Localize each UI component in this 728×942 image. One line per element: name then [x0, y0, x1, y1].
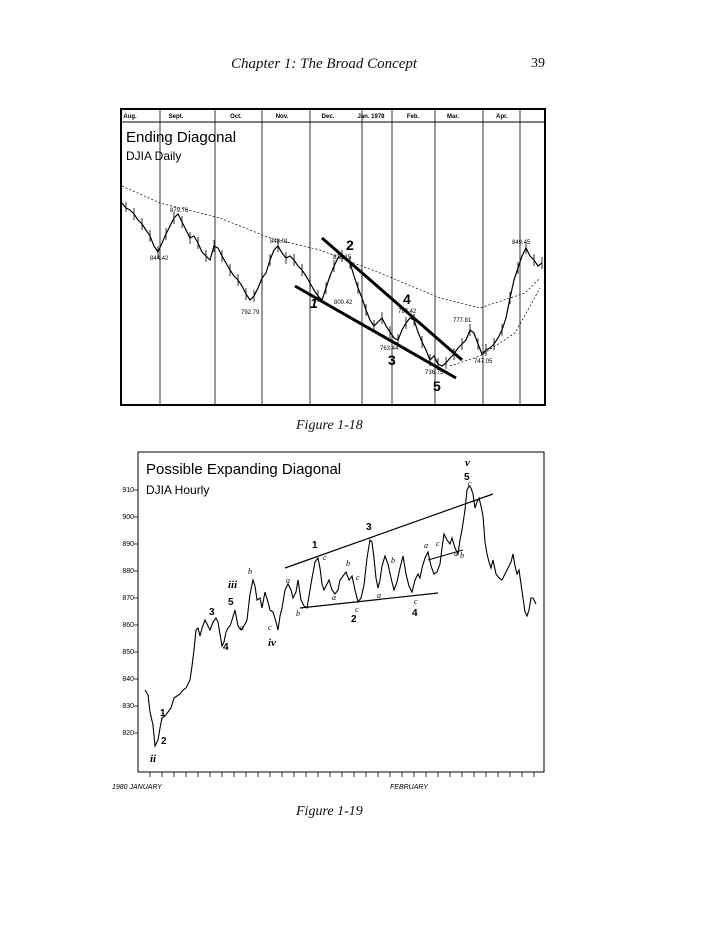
wave-label: 5	[433, 378, 441, 394]
wave-label: 2	[346, 237, 354, 253]
wave-label-a: a	[332, 593, 336, 602]
price-label: 800.42	[334, 300, 353, 306]
wave-label-iv: iv	[268, 637, 276, 649]
running-head	[0, 56, 728, 76]
x-axis-label: FEBRUARY	[390, 784, 428, 791]
wave-label-c: c	[356, 573, 360, 582]
month-label: Apr.	[496, 114, 508, 120]
wave-label-c: c	[414, 597, 418, 606]
wave-label-b: b	[346, 559, 350, 568]
wave-label-a: a	[454, 549, 458, 558]
wave-label: 3	[388, 352, 396, 368]
price-label: 848.01	[270, 239, 289, 245]
price-label: 777.81	[453, 318, 472, 324]
month-label: Oct.	[230, 114, 242, 120]
chart-subtitle: DJIA Daily	[126, 149, 182, 163]
chart-title: Possible Expanding Diagonal	[146, 461, 342, 478]
price-label: 763.44	[380, 346, 399, 352]
expanding-diagonal-chart	[110, 450, 550, 795]
wave-label-2: 2	[351, 614, 357, 625]
y-tick-label: 880	[122, 568, 134, 575]
wave-label-2: 2	[161, 736, 167, 747]
figure-caption: Figure 1-19	[296, 804, 363, 819]
chart-title: Ending Diagonal	[126, 129, 237, 146]
wave-label-a: a	[377, 591, 381, 600]
price-label: 792.79	[241, 310, 260, 316]
month-label: Dec.	[321, 114, 335, 120]
wave-label-4: 4	[223, 642, 229, 653]
y-tick-label: 910	[122, 487, 134, 494]
wave-label-ii: ii	[150, 753, 157, 765]
wave-label-b: b	[296, 609, 300, 618]
month-label: Jan. 1978	[357, 114, 385, 120]
figure-caption: Figure 1-18	[296, 418, 363, 433]
y-tick-label: 890	[122, 541, 134, 548]
y-tick-label: 900	[122, 514, 134, 521]
wave-label-5: 5	[464, 472, 470, 483]
y-tick-label: 830	[122, 703, 134, 710]
month-label: Nov.	[275, 114, 289, 120]
wave-label: 4	[403, 291, 411, 307]
y-tick-label: 860	[122, 622, 134, 629]
month-label: Sept.	[168, 114, 184, 120]
price-label: 787.42	[398, 309, 417, 315]
figure-1-19	[110, 450, 550, 795]
price-label: 844.42	[150, 256, 169, 262]
wave-label-c: c	[323, 553, 327, 562]
wave-label-a: a	[286, 576, 290, 585]
price-label: 747.05	[474, 359, 493, 365]
wave-label-c: c	[436, 539, 440, 548]
x-axis-label: 1980 JANUARY	[112, 784, 162, 791]
wave-label-b: b	[460, 551, 464, 560]
y-tick-label: 840	[122, 676, 134, 683]
wave-label-c: c	[468, 479, 472, 488]
chart-subtitle: DJIA Hourly	[146, 483, 210, 497]
y-tick-label: 850	[122, 649, 134, 656]
wave-label-a: a	[240, 623, 244, 632]
wave-label-c: c	[355, 605, 359, 614]
price-label: 736.75	[425, 370, 444, 376]
month-label: Aug.	[123, 114, 137, 120]
month-label: Feb.	[406, 114, 420, 120]
wave-label-b: b	[391, 556, 395, 565]
wave-label-iii: iii	[228, 579, 238, 591]
price-label: 879.76	[170, 208, 189, 214]
y-tick-label: 820	[122, 730, 134, 737]
y-tick-label: 870	[122, 595, 134, 602]
wave-label-b: b	[248, 567, 252, 576]
wave-label-v: v	[465, 457, 470, 469]
wave-label-5: 5	[228, 597, 234, 608]
wave-label-3: 3	[209, 607, 215, 618]
chapter-title: Chapter 1: The Broad Concept	[231, 56, 418, 72]
wave-label: 1	[310, 295, 318, 311]
figure-1-18	[120, 108, 546, 406]
wave-label-3: 3	[366, 522, 372, 533]
price-label: 849.45	[512, 240, 531, 246]
wave-label-1: 1	[312, 540, 318, 551]
page-number: 39	[531, 56, 545, 71]
wave-label-1: 1	[160, 708, 166, 719]
price-label: 835.15	[333, 255, 352, 261]
month-label: Mar.	[446, 114, 460, 120]
wave-label-c: c	[268, 623, 272, 632]
wave-label-a: a	[424, 541, 428, 550]
ending-diagonal-chart	[120, 108, 546, 406]
wave-label-4: 4	[412, 608, 418, 619]
